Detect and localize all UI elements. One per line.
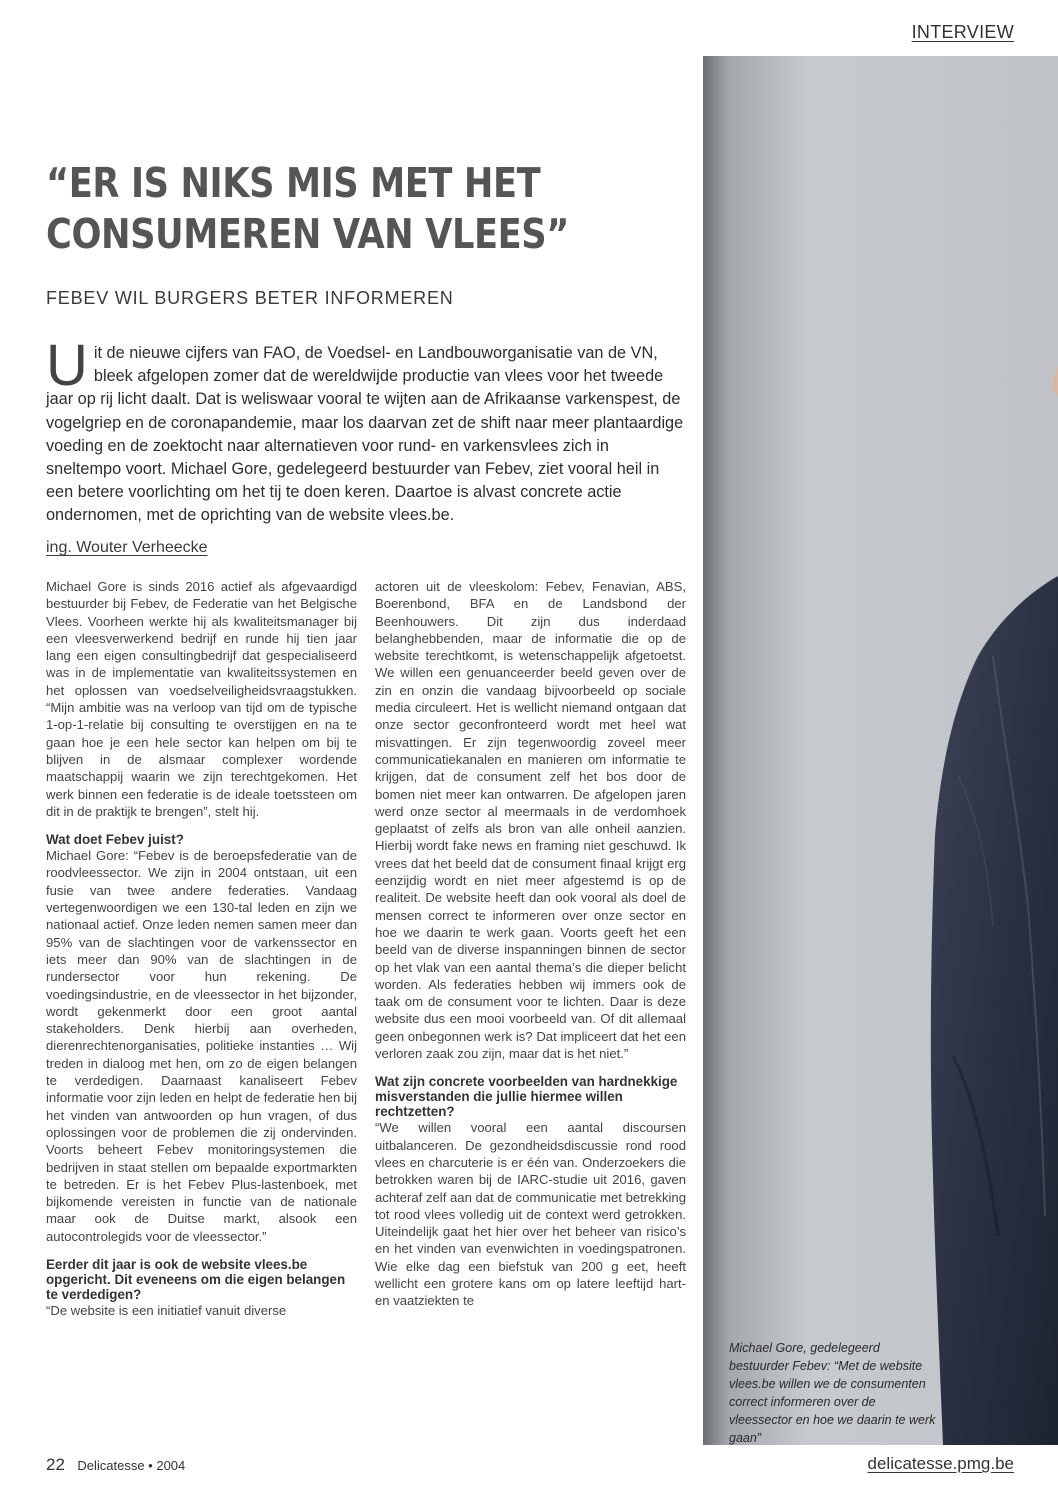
website-link[interactable]: delicatesse.pmg.be (867, 1454, 1014, 1473)
portrait-photo (703, 56, 1058, 1445)
photo-caption: Michael Gore, gedelegeerd bestuurder Febev: “Met de website vlees.be willen we de consumenten correct informeren over de vleessector en hoe we daarin te werk gaan” (729, 1341, 936, 1445)
article-column-1 (46, 578, 357, 1319)
column-1-paragraph-2: Michael Gore: “Febev is de beroepsfederatie van de roodvleessector. We zijn in 2004 ontstaan, uit een fusie van twee andere federaties. Vandaag vertegenwoordigen we een 130-tal leden en zijn we nationaal actief. Onze leden nemen samen meer dan 95% van de slachtingen voor de varkenssector en iets meer dan 90% van de slachtingen in de rundersector voor hun rekening. De voedingsindustrie, en de vleessector in het bijzonder, wordt gekenmerkt door een groot aantal stakeholders. Denk hierbij aan overheden, dierenrechtenorganisaties, politieke instanties … Wij treden in dialoog met hen, om zo de eigen belangen te verdedigen. Daarnaast kanaliseert Febev informatie voor zijn leden en helpt de federatie hen bij het vinden van antwoorden op hun vragen, of dus oplossingen voor de problemen die zij ondervinden. Voorts beheert Febev monitoringsystemen die bedrijven in staat stellen om bepaalde exportmarkten te betreden. Er is het Febev Plus-lastenboek, met bijkomende vereisten in functie van de nationale maar ook de Duitse markt, alsook een autocontrolegids voor de vleessector.” (46, 848, 357, 1244)
author-byline[interactable]: ing. Wouter Verheecke (46, 539, 208, 556)
headline: “ER IS NIKS MIS MET HET CONSUMEREN VAN VLEES” (46, 159, 570, 258)
question-heading-3: Wat zijn concrete voorbeelden van hardnekkige misverstanden die jullie hiermee willen rechtzetten? (375, 1074, 678, 1120)
drop-cap: U (46, 333, 88, 398)
column-2-paragraph-2: “We willen vooral een aantal discoursen uitbalanceren. De gezondheidsdiscussie rond rood vlees en charcuterie is er één van. Onderzoekers die betrokken waren bij de IARC-studie uit 2016, gaven achteraf zelf aan dat de communicatie met betrekking tot rood vlees volledig uit de context werd getrokken. Uiteindelijk gaat het hier over het beheer van risico’s en het vinden van evenwichten in voedingspatronen. Wie elke dag een biefstuk van 200 g eet, heeft wellicht een grotere kans om op latere leeftijd hart- en vaatziekten te (375, 1120, 686, 1309)
magazine-issue: Delicatesse • 2004 (77, 1458, 186, 1473)
page-number: 22 (46, 1455, 65, 1474)
article-column-2 (375, 578, 686, 1310)
question-heading-1: Wat doet Febev juist? (46, 832, 184, 848)
column-1-paragraph-3: “De website is een initiatief vanuit diverse (46, 1302, 287, 1318)
question-heading-2: Eerder dit jaar is ook de website vlees.be opgericht. Dit eveneens om die eigen belangen te verdedigen? (46, 1256, 346, 1302)
section-label: INTERVIEW (911, 22, 1014, 42)
column-1-paragraph-1: Michael Gore is sinds 2016 actief als afgevaardigd bestuurder bij Febev, de Federatie van het Belgische Vlees. Voorheen werkte hij als kwaliteitsmanager bij een vleesverwerkend bedrijf en runde hij tien jaar lang een eigen consultingbedrijf dat gespecialiseerd was in de implementatie van kwaliteitssystemen en het oplossen van voedselveiligheidsvraagstukken. “Mijn ambitie was na verloop van tijd om de typische 1-op-1-relatie bij consulting te overstijgen en na te gaan hoe je een hele sector kan helpen om bij te blijven in de alsmaar complexer wordende maatschappij waarin we zijn terechtgekomen. Het werk binnen een federatie is de ideale toetssteen om dit in de praktijk te brengen”, stelt hij. (46, 579, 357, 819)
column-2-paragraph-1: actoren uit de vleeskolom: Febev, Fenavian, ABS, Boerenbond, BFA en de Landsbond der Beenhouwers. Dit zijn dus inderdaad belanghebbenden, maar de informatie die op de website terechtkomt, is wetenschappelijk afgetoetst. We willen een genuanceerder beeld geven over de zin en onzin die vandaag bijvoorbeeld op sociale media circuleert. Het is wellicht niemand ontgaan dat onze sector geconfronteerd wordt met heel wat misvattingen. Er zijn tegenwoordig zoveel meer communicatiekanalen en manieren om informatie te krijgen, dat de consument zelf het bos door de bomen niet meer kan ontwarren. De afgelopen jaren werd onze sector al meermaals in de verdomhoek geplaatst of zelfs als bron van alle onheil aanzien. Hierbij wordt fake news en framing niet geschuwd. Ik vrees dat het beeld dat de consument finaal krijgt erg eenzijdig wordt en niet meer afgestemd is op de realiteit. De website heeft dan ook vooral als doel de mensen correct te informeren over onze sector en hoe we daarin te werk gaan. Voorts geeft het een beeld van de diverse inspanningen binnen de sector op het vlak van een aantal thema’s die dieper belicht worden. Als federaties hebben wij immers ook de taak om de consument voor te lichten. Daar is deze website dus een mooi voorbeeld van. Of dit allemaal geen onbegonnen werk is? Dat impliceert dat het een verloren zaak zou zijn, maar dat is het niet.” (375, 579, 686, 1062)
intro-text: it de nieuwe cijfers van FAO, de Voedsel- en Landbouworganisatie van de VN, bleek afgelopen zomer dat de wereldwijde productie van vlees voor het tweede jaar op rij licht daalt. Dat is weliswaar vooral te wijten aan de Afrikaanse varkenspest, de vogelgriep en de coronapandemie, maar los daarvan zet de shift naar meer plantaardige voeding en de zoektocht naar alternatieven voor rund- en varkensvlees zich in sneltempo voort. Michael Gore, gedelegeerd bestuurder van Febev, ziet vooral heil in een betere voorlichting om het tij te doen keren. Daartoe is alvast concrete actie ondernomen, met de oprichting van de website vlees.be. (46, 344, 684, 525)
portrait-illustration (703, 56, 1058, 1445)
intro-paragraph (46, 333, 684, 528)
subtitle: FEBEV WIL BURGERS BETER INFORMEREN (46, 288, 454, 308)
footer-left (46, 1455, 185, 1475)
